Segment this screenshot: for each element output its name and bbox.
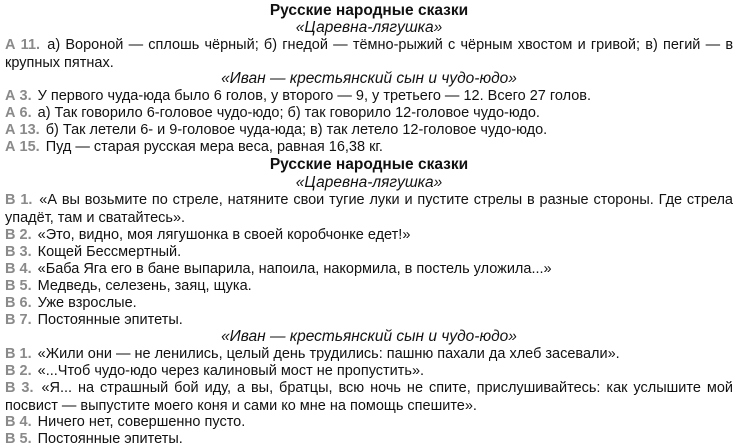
section-2-answer-c2 [5, 362, 733, 380]
answer-text: а) Так говорило 6-головое чудо-юдо; б) так говорило 12-головое чудо-юдо. [37, 105, 540, 121]
answer-text: «А вы возьмите по стреле, натяните свои тугие луки и пустите стрелы в разные стороны. Где стрела упадёт, там и сватайтесь». [5, 192, 733, 226]
task-number: В 2. [5, 363, 32, 379]
answer-text: а) Вороной — сплошь чёрный; б) гнедой — тёмно-рыжий с чёрным хвостом и гривой; в) пегий — в крупных пятнах. [5, 37, 734, 71]
task-number: В 7. [5, 312, 32, 328]
section-2-answer-b7 [5, 311, 733, 329]
task-number: В 1. [5, 346, 32, 362]
answer-text: Уже взрослые. [37, 295, 137, 311]
answer-text: «...Чтоб чудо-юдо через калиновый мост не пропустить». [37, 363, 425, 379]
task-number: В 3. [5, 380, 34, 396]
answer-text: Пуд — старая русская мера веса, равная 16,38 кг. [45, 139, 383, 155]
task-number: В 2. [5, 227, 32, 243]
section-1-answer-a3 [5, 87, 733, 105]
section-2-title: Русские народные сказки [269, 156, 469, 173]
section-2-answer-c5 [5, 430, 733, 448]
task-number: В 6. [5, 295, 32, 311]
task-number: В 4. [5, 261, 32, 277]
task-number: В 5. [5, 278, 32, 294]
section-2-subtitle-1: «Царевна-лягушка» [295, 174, 443, 191]
answer-text: «Это, видно, моя лягушонка в своей коробчонке едет!» [37, 227, 411, 243]
section-2-subtitle-2: «Иван — крестьянский сын и чудо-юдо» [221, 328, 517, 345]
section-2-answer-c3 [5, 379, 733, 415]
section-1-answer-a11 [5, 36, 733, 72]
section-2-answer-c1 [5, 345, 733, 363]
section-2-answer-b2 [5, 226, 733, 244]
task-number: В 1. [5, 192, 33, 208]
section-2-answer-b6 [5, 294, 733, 312]
answer-text: У первого чуда-юда было 6 голов, у второго — 9, у третьего — 12. Всего 27 голов. [37, 88, 591, 104]
answer-text: «Я... на страшный бой иду, а вы, братцы, всю ночь не спите, прислушивайтесь: как услышите мой посвист — выпустите моего коня и сами ко мне на помощь спешите». [5, 380, 734, 414]
task-number: А 15. [5, 139, 40, 155]
answer-text: Постоянные эпитеты. [37, 312, 183, 328]
answer-text: Кощей Бессмертный. [37, 244, 182, 260]
section-2-answer-b5 [5, 277, 733, 295]
answer-text: Ничего нет, совершенно пусто. [37, 414, 246, 430]
task-number: В 4. [5, 414, 32, 430]
task-number: В 3. [5, 244, 32, 260]
answer-text: «Баба Яга его в бане выпарила, напоила, накормила, в постель уложила...» [37, 261, 552, 277]
answer-text: б) Так летели 6- и 9-головое чуда-юда; в) так летело 12-головое чудо-юдо. [45, 122, 548, 138]
section-2-answer-c4 [5, 413, 733, 431]
task-number: А 3. [5, 88, 32, 104]
task-number: А 11. [5, 37, 41, 53]
task-number: В 5. [5, 431, 32, 447]
task-number: А 6. [5, 105, 32, 121]
section-1-subtitle-2: «Иван — крестьянский сын и чудо-юдо» [221, 70, 517, 87]
section-1-subtitle-1: «Царевна-лягушка» [295, 19, 443, 36]
section-1-answer-a13 [5, 121, 733, 139]
section-1-answer-a15 [5, 138, 733, 156]
answer-text: Медведь, селезень, заяц, щука. [37, 278, 252, 294]
section-2-answer-b1 [5, 191, 733, 227]
task-number: А 13. [5, 122, 40, 138]
section-1-answer-a6 [5, 104, 733, 122]
section-2-answer-b4 [5, 260, 733, 278]
section-1-title: Русские народные сказки [269, 2, 469, 19]
answer-text: «Жили они — не ленились, целый день трудились: пашню пахали да хлеб засевали». [37, 346, 620, 362]
answer-text: Постоянные эпитеты. [37, 431, 183, 447]
section-2-answer-b3 [5, 243, 733, 261]
